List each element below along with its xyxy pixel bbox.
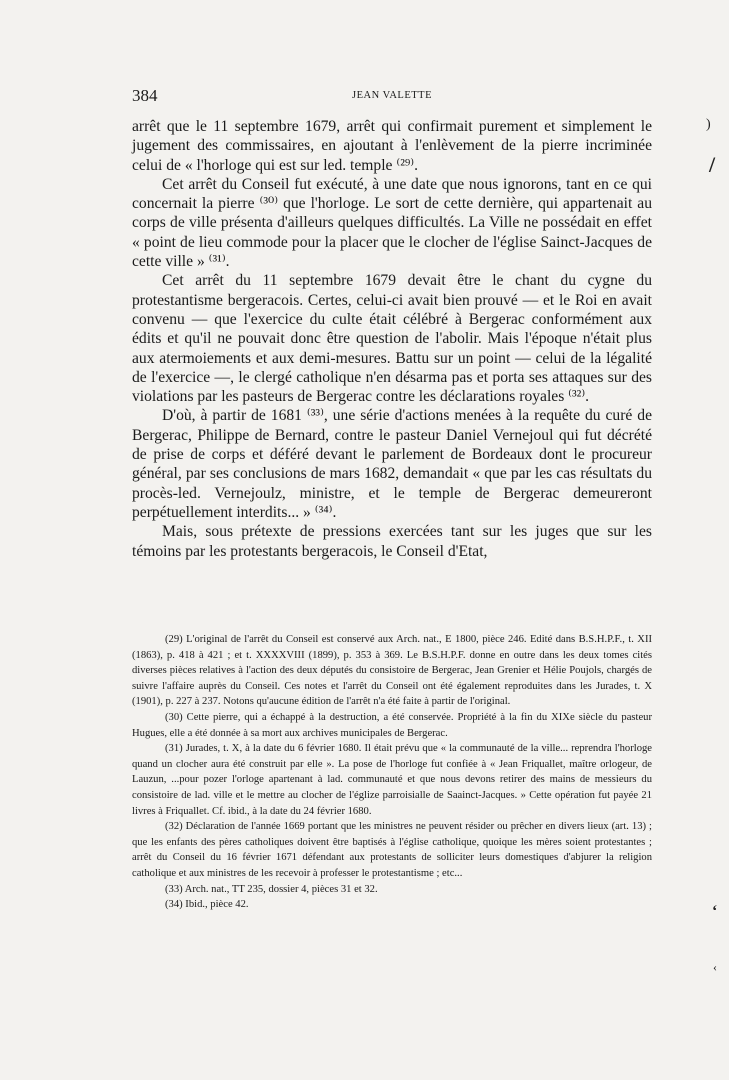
body-paragraph: arrêt que le 11 septembre 1679, arrêt qui confirmait purement et simplement le jugement des commissaires, en ajoutant à l'enlèvement de la pierre incriminée celui de « l'horloge qui est sur led. temple ⁽²⁹⁾. xyxy=(132,118,652,174)
footnote: (32) Déclaration de l'année 1669 portant que les ministres ne peuvent résider ou prêcher en divers lieux (art. 13) ; que les enfants des pères catholiques doivent être baptisés à l'église catholique, quoique les mères soient protestantes ; arrêt du Conseil du 16 février 1671 défendant aux protestants de solliciter leurs domestiques d'abjurer la religion catholique et aux ministres de les recevoir à professer le protestantisme ; etc... xyxy=(132,821,652,879)
body-paragraph: Mais, sous prétexte de pressions exercées tant sur les juges que sur les témoins par les protestants bergeracois, le Conseil d'Etat, xyxy=(132,523,652,560)
margin-ink-mark: ) xyxy=(706,117,711,132)
margin-ink-mark: ‹ xyxy=(713,960,717,974)
page-number: 384 xyxy=(132,86,158,105)
footnote: (29) L'original de l'arrêt du Conseil est conservé aux Arch. nat., E 1800, pièce 246. Edité dans B.S.H.P.F., t. XII (1863), p. 418 à 421 ; et t. XXXXVIII (1899), p. 353 à 369. Le B.S.H.P.F. donne en outre dans les deux tomes cités diverses pièces relatives à l'action des deux députés du consistoire de Bergerac, Jean Grenier et Hélie Poujols, chargés de suivre l'affaire auprès du Conseil. Ces notes et l'arrêt du Conseil ont été également reproduites dans les Jurades, t. X (1901), p. 227 à 237. Notons qu'aucune édition de l'arrêt n'a été faite à partir de l'original. xyxy=(132,634,652,708)
footnote: (33) Arch. nat., TT 235, dossier 4, pièces 31 et 32. xyxy=(165,883,378,895)
footnote: (34) Ibid., pièce 42. xyxy=(165,899,249,911)
body-paragraph: D'où, à partir de 1681 ⁽³³⁾, une série d'actions menées à la requête du curé de Bergerac, Philippe de Bernard, contre le pasteur Daniel Vernejoul qui fut décrété de prise de corps et déféré devant le parlement de Bordeaux dont le procureur général, par ses conclusions de mars 1682, demandait « que par les cas résultats du procès-led. Vernejoulz, ministre, et le temple de Bergerac demeureront perpétuellement interdits... » ⁽³⁴⁾. xyxy=(132,407,652,521)
margin-ink-mark: / xyxy=(709,152,716,177)
footnote: (31) Jurades, t. X, à la date du 6 février 1680. Il était prévu que « la communauté de la ville... reprendra l'horloge quand un clocher aura été construit par elle ». La pose de l'horloge fut confiée à « Jean Friquallet, maître orlogeur, de Lauzun, ...pour pozer l'orloge apartenant à lad. communauté et que nous devons retirer des mains de messieurs du consistoire de lad. ville et le mettre au clocher de l'églize parroisialle de Saainct-Jacques. » Cette opération fut payée 21 livres à Friquallet. Cf. ibid., à la date du 24 février 1680. xyxy=(132,743,652,817)
body-paragraph: Cet arrêt du Conseil fut exécuté, à une date que nous ignorons, tant en ce qui concernait la pierre ⁽³⁰⁾ que l'horloge. Le sort de cette dernière, qui appartenait au corps de ville présenta d'ailleurs quelques difficultés. La Ville ne possédait en effet « point de lieu commode pour la placer que le clocher de l'église Sainct-Jacques de cette ville » ⁽³¹⁾. xyxy=(132,175,652,271)
page-header xyxy=(132,86,652,108)
body-text xyxy=(132,117,652,561)
footnotes xyxy=(132,632,652,913)
margin-ink-mark: ‘ xyxy=(712,903,718,920)
running-head: JEAN VALETTE xyxy=(352,90,432,101)
footnote: (30) Cette pierre, qui a échappé à la destruction, a été conservée. Propriété à la fin du XIXe siècle du pasteur Hugues, elle a été donnée à sa mort aux archives municipales de Bergerac. xyxy=(132,711,652,739)
body-paragraph: Cet arrêt du 11 septembre 1679 devait être le chant du cygne du protestantisme bergeracois. Certes, celui-ci avait bien prouvé — et le Roi en avait convenu — que l'exercice du culte était célébré à Bergerac conformément aux édits et qu'il ne pouvait donc être question de l'abolir. Mais l'époque n'était plus aux atermoiements et aux demi-mesures. Battu sur un point — celui de la légalité de l'exercice —, le clergé catholique n'en désarma pas et porta ses attaques sur des violations par les pasteurs de Bergerac contre les déclarations royales ⁽³²⁾. xyxy=(132,272,652,406)
